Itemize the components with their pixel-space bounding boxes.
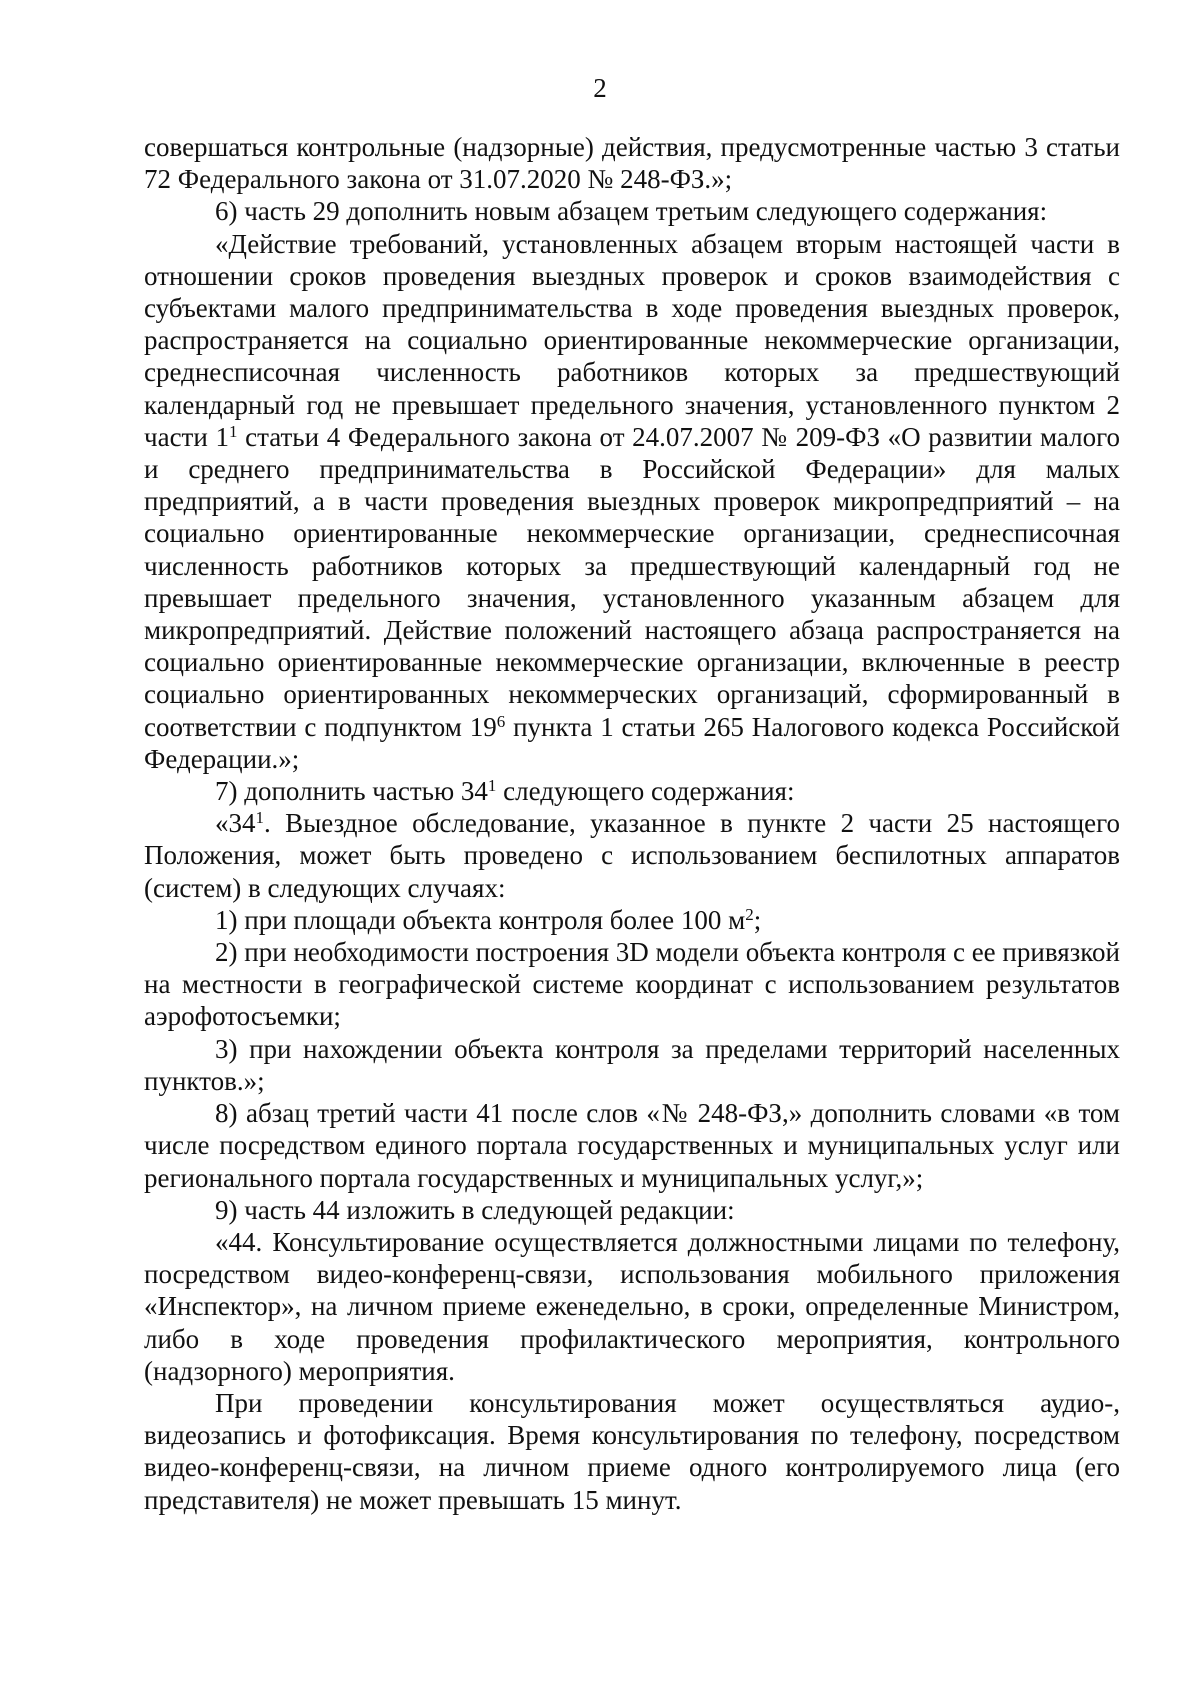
paragraph-text: «34	[215, 808, 256, 839]
superscript: 1	[487, 776, 497, 796]
paragraph	[144, 904, 1120, 936]
paragraph	[144, 807, 1120, 904]
paragraph-text: 8) абзац третий части 41 после слов «№ 248-ФЗ,» дополнить словами «в том числе посредством единого портала государственных и муниципальных услуг или регионального портала государственных и муниципальных услуг,»;	[144, 1098, 1120, 1193]
paragraph	[144, 1194, 1120, 1226]
paragraph-text: «Действие требований, установленных абзацем вторым настоящей части в отношении сроков проведения выездных проверок и сроков взаимодействия с субъектами малого предпринимательства в ходе проведения выездных проверок, распространяется на социально ориентированные некоммерческие организации, среднесписочная численность работников которых за предшествующий календарный год не превышает предельного значения, установленного пунктом 2 части 1	[144, 228, 1120, 452]
paragraph-text: При проведении консультирования может осуществляться аудио-, видеозапись и фотофиксация. Время консультирования по телефону, посредством видео-конференц-связи, на личном приеме одного контролируемого лица (его представителя) не может превышать 15 минут.	[144, 1387, 1120, 1515]
paragraph-text: пункта 1 статьи 265 Налогового кодекса Российской Федерации.»;	[144, 711, 1120, 774]
paragraph-text: «44. Консультирование осуществляется должностными лицами по телефону, посредством видео-конференц-связи, использования мобильного приложения «Инспектор», на личном приеме еженедельно, в сроки, определенные Министром, либо в ходе проведения профилактического мероприятия, контрольного (надзорного) мероприятия.	[144, 1226, 1120, 1386]
paragraph-text: 1) при площади объекта контроля более 100 м	[215, 904, 746, 935]
superscript: 1	[228, 421, 238, 441]
superscript: 6	[496, 711, 506, 731]
paragraph-text: ;	[753, 904, 762, 935]
paragraph	[144, 775, 1120, 807]
paragraph	[144, 1097, 1120, 1194]
paragraph	[144, 936, 1120, 1033]
paragraph	[144, 1033, 1120, 1097]
paragraph-text: 9) часть 44 изложить в следующей редакции:	[215, 1194, 735, 1225]
paragraph-text: 6) часть 29 дополнить новым абзацем третьим следующего содержания:	[215, 196, 1048, 227]
page-number: 2	[593, 73, 607, 103]
superscript: 2	[745, 904, 754, 924]
paragraph-text: статьи 4 Федерального закона от 24.07.2007 № 209-ФЗ «О развитии малого и среднего предпринимательства в Российской Федерации» для малых предприятий, а в части проведения выездных проверок микропредприятий – на социально ориентированные некоммерческие организации, среднесписочная численность работников которых за предшествующий календарный год не превышает предельного значения, установленного указанным абзацем для микропредприятий. Действие положений настоящего абзаца распространяется на социально ориентированные некоммерческие организации, включенные в реестр социально ориентированных некоммерческих организаций, сформированный в соответствии с подпунктом 19	[144, 421, 1120, 742]
paragraph-text: 3) при нахождении объекта контроля за пределами территорий населенных пунктов.»;	[144, 1033, 1120, 1096]
paragraph-text: 7) дополнить частью 34	[215, 776, 488, 807]
paragraph-text: . Выездное обследование, указанное в пункте 2 части 25 настоящего Положения, может быть проведено с использованием беспилотных аппаратов (систем) в следующих случаях:	[144, 808, 1120, 903]
paragraph-text: следующего содержания:	[503, 776, 795, 807]
paragraph	[144, 131, 1120, 195]
paragraph	[144, 1387, 1120, 1516]
paragraph	[144, 1226, 1120, 1387]
paragraph	[144, 195, 1120, 227]
document-body	[144, 131, 1120, 1516]
paragraph-text: совершаться контрольные (надзорные) действия, предусмотренные частью 3 статьи 72 Федерального закона от 31.07.2020 № 248-ФЗ.»;	[144, 132, 1120, 195]
paragraph-text: 2) при необходимости построения 3D модели объекта контроля с ее привязкой на местности в географической системе координат с использованием результатов аэрофотосъемки;	[144, 937, 1120, 1032]
superscript: 1	[255, 808, 264, 828]
paragraph	[144, 228, 1120, 775]
